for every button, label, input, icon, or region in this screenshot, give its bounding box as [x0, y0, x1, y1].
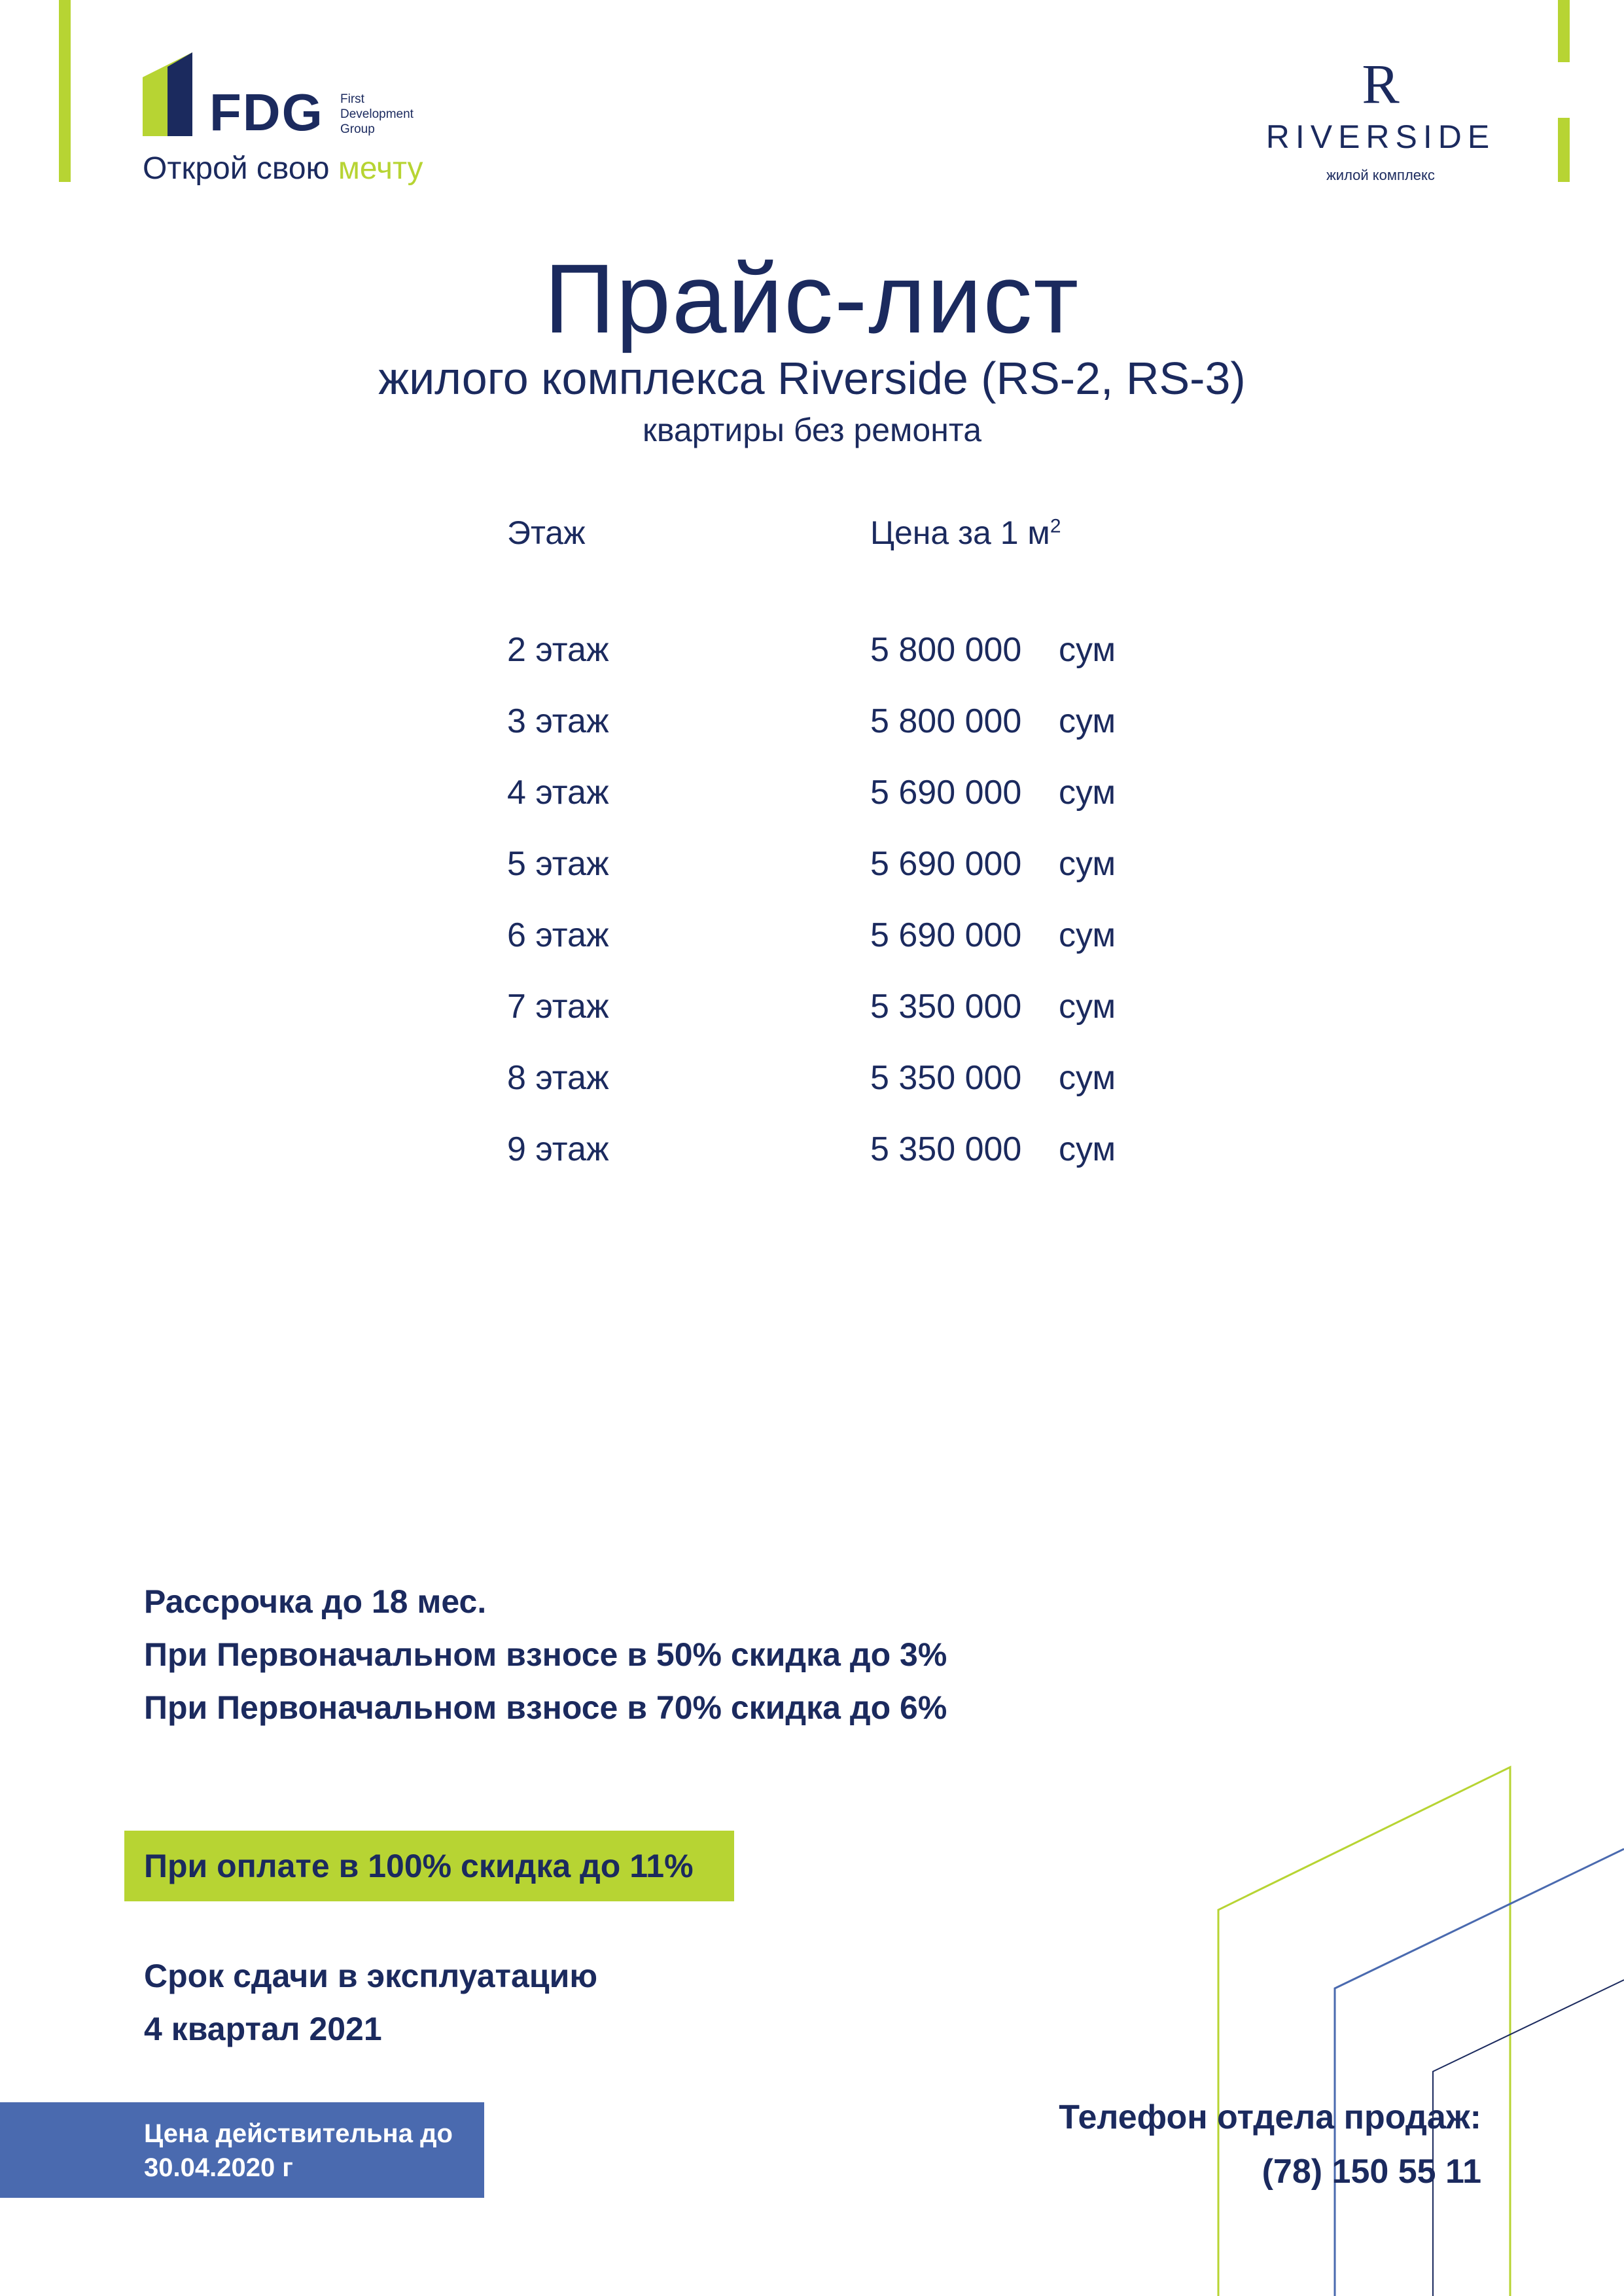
left-accent-bar — [59, 0, 71, 182]
column-header-price-label: Цена за 1 м — [870, 514, 1050, 551]
fdg-tagline-line2: Development — [340, 107, 414, 121]
table-row — [0, 773, 1624, 845]
discount-70-text: При Первоначальном взносе в 70% скидка до 6% — [144, 1689, 947, 1726]
currency-cell: сум — [1059, 702, 1116, 740]
discount-50-text: При Первоначальном взносе в 50% скидка до 3% — [144, 1636, 947, 1673]
phone-number[interactable]: (78) 150 55 11 — [1262, 2153, 1481, 2191]
currency-cell: сум — [1059, 845, 1116, 883]
floor-cell: 2 этаж — [507, 631, 609, 669]
fdg-slogan-part1: Открой свою — [143, 151, 338, 186]
page-note: квартиры без ремонта — [642, 412, 982, 448]
riverside-logo-mark: R — [1362, 52, 1400, 115]
currency-cell: сум — [1059, 988, 1116, 1026]
currency-cell: сум — [1059, 631, 1116, 669]
fdg-logo-tagline — [340, 92, 414, 137]
validity-line2: 30.04.2020 г — [144, 2153, 293, 2182]
riverside-logo — [1243, 46, 1518, 190]
fdg-logo-icon — [143, 52, 192, 136]
page-subtitle: жилого комплекса Riverside (RS-2, RS-3) — [378, 353, 1246, 404]
right-accent-bar-top — [1558, 0, 1570, 62]
delivery-date: 4 квартал 2021 — [144, 2011, 382, 2047]
floor-cell: 6 этаж — [507, 916, 609, 954]
currency-cell: сум — [1059, 1130, 1116, 1168]
fdg-slogan-part2: мечту — [338, 151, 423, 186]
table-row — [0, 987, 1624, 1059]
fdg-tagline-line3: Group — [340, 122, 375, 136]
riverside-logo-name: RIVERSIDE — [1265, 118, 1496, 155]
table-row — [0, 1058, 1624, 1130]
column-header-price-sup: 2 — [1050, 515, 1061, 537]
right-accent-bar-bottom — [1558, 118, 1570, 182]
floor-cell: 5 этаж — [507, 845, 609, 883]
table-row — [0, 702, 1624, 774]
price-cell: 5 350 000 — [870, 1130, 1022, 1168]
riverside-logo-caption: жилой комплекс — [1326, 167, 1435, 183]
price-cell: 5 690 000 — [870, 845, 1022, 883]
installment-text: Рассрочка до 18 мес. — [144, 1583, 487, 1620]
full-payment-text: При оплате в 100% скидка до 11% — [144, 1848, 694, 1884]
validity-line1: Цена действительна до — [144, 2119, 453, 2148]
floor-cell: 8 этаж — [507, 1059, 609, 1097]
phone-label: Телефон отдела продаж: — [1059, 2098, 1481, 2136]
currency-cell: сум — [1059, 916, 1116, 954]
page-title: Прайс-лист — [544, 243, 1080, 353]
price-cell: 5 800 000 — [870, 631, 1022, 669]
price-cell: 5 690 000 — [870, 774, 1022, 812]
currency-cell: сум — [1059, 774, 1116, 812]
table-row — [0, 916, 1624, 988]
fdg-slogan — [143, 151, 423, 187]
delivery-label: Срок сдачи в эксплуатацию — [144, 1958, 598, 1994]
table-row — [0, 630, 1624, 702]
fdg-logo — [143, 52, 483, 196]
decorative-lines — [1204, 1761, 1624, 2296]
floor-cell: 3 этаж — [507, 702, 609, 740]
validity-banner — [0, 2102, 484, 2198]
column-header-floor: Этаж — [507, 514, 586, 551]
currency-cell: сум — [1059, 1059, 1116, 1097]
floor-cell: 9 этаж — [507, 1130, 609, 1168]
price-cell: 5 350 000 — [870, 1059, 1022, 1097]
fdg-logo-name: FDG — [209, 83, 324, 141]
full-payment-banner — [124, 1831, 734, 1901]
table-row — [0, 1130, 1624, 1202]
floor-cell: 7 этаж — [507, 988, 609, 1026]
table-row — [0, 844, 1624, 916]
price-cell: 5 800 000 — [870, 702, 1022, 740]
fdg-tagline-line1: First — [340, 92, 364, 106]
price-cell: 5 350 000 — [870, 988, 1022, 1026]
column-header-price — [870, 514, 1061, 552]
floor-cell: 4 этаж — [507, 774, 609, 812]
price-cell: 5 690 000 — [870, 916, 1022, 954]
